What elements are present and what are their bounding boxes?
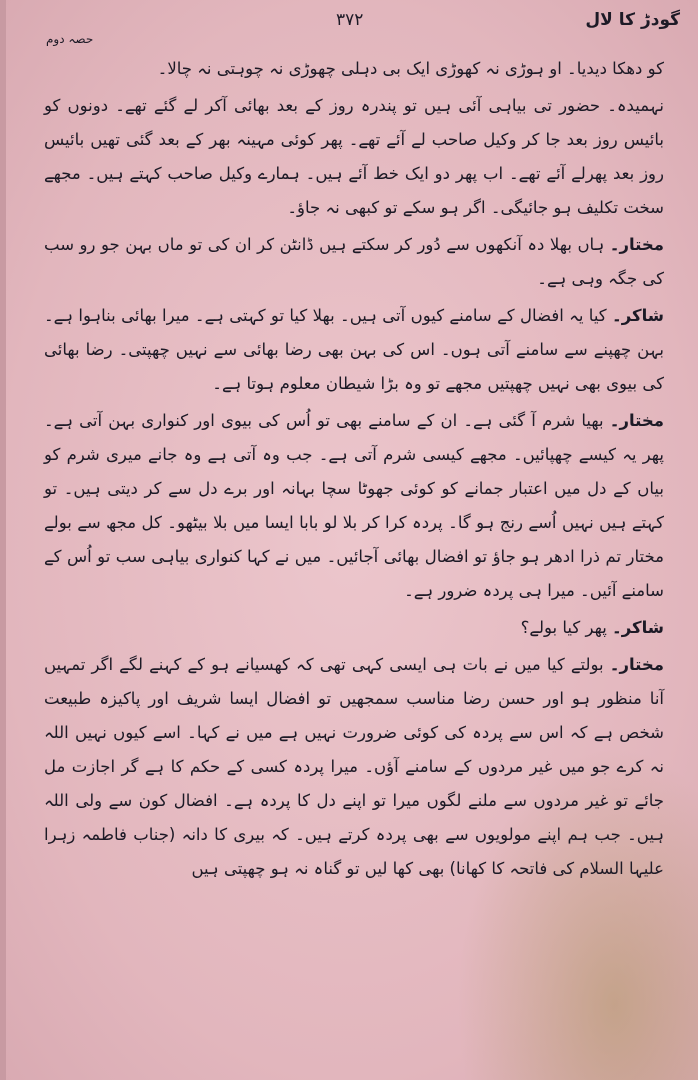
paragraph [44,648,664,886]
page-number: ۳۷۲ [336,10,364,30]
paragraph-text: نہمیدہ۔ حضور تی بیاہی آئی ہیں تو پندرہ روز کے بعد بھائی آکر لے گئے تھے۔ دونوں کو بائیس روز بعد جا کر وکیل صاحب لے آئے تھے۔ پھر کوئی مہینہ بھر کے بعد گئی تھیں بائیس روز بعد پھرلے آئے تھے۔ اب پھر دو ایک خط آئے ہیں۔ ہمارے وکیل صاحب کہتے ہیں۔ مجھے سخت تکلیف ہو جائیگی۔ اگر ہو سکے تو کبھی نہ جاؤ۔ [44,96,664,217]
speaker-name: شاکر۔ [612,306,664,325]
page-edge [0,0,6,1080]
body-text [44,52,664,889]
paragraph-text: کیا یہ افضال کے سامنے کیوں آتی ہیں۔ بھلا کیا تو کہتی ہے۔ میرا بھائی بناہوا ہے۔ بہن چھپنے سے سامنے آتی ہوں۔ اس کی بہن بھی رضا بھائی سے نہیں چھپتی۔ رضا بھائی کی بیوی بھی نہیں چھپتیں مجھے تو وہ بڑا شیطان معلوم ہوتا ہے۔ [44,306,664,393]
paragraph [44,228,664,296]
paragraph-text: کو دھکا دیدیا۔ او ہوڑی نہ کھوڑی ایک بی دہلی چھوڑی نہ چوہتی نہ چالا۔ [157,59,664,78]
part-label: حصہ دوم [46,32,94,46]
speaker-name: شاکر۔ [612,618,664,637]
paragraph-text: بولتے کیا میں نے بات ہی ایسی کہی تھی کہ کھسیانے ہو کے کہنے لگے اگر تمہیں آنا منظور ہو اور حسن رضا مناسب سمجھیں تو افضال ایسا شریف اور پاکیزہ طبیعت شخص ہے کہ اس سے پردہ کی کوئی ضرورت نہیں ہے میں نے کہا۔ اسے کیوں نہیں اللہ نہ کرے جو میں غیر مردوں کے سامنے آؤں۔ میرا پردہ کسی کے حکم کا ہے گر اجازت مل جائے تو غیر مردوں سے ملنے لگوں میرا تو اپنے دل کا پردہ ہے۔ افضال کون سے ولی اللہ ہیں۔ جب ہم اپنے مولویوں سے بھی پردہ کرتے ہیں۔ کہ بیری کا دانہ (جناب فاطمہ زہرا علیہا السلام کی فاتحہ کا کھانا) بھی کھا لیں تو گناہ نہ ہو چھپتی ہیں [44,655,664,878]
speaker-name: مختار۔ [609,411,664,430]
paragraph [44,299,664,401]
speaker-name: مختار۔ [609,655,665,674]
book-title: گودڑ کا لال [585,10,680,30]
paragraph-text: ہاں بھلا دہ آنکھوں سے دُور کر سکتے ہیں ڈانٹن کر ان کی تو ماں بہن جو رو سب کی جگہ وہی ہے۔ [44,235,664,288]
running-head [0,6,698,46]
paragraph [44,404,664,608]
speaker-name: مختار۔ [609,235,665,254]
paragraph-text: بھیا شرم آ گئی ہے۔ ان کے سامنے بھی تو اُس کی بیوی اور کنواری بہن آتی ہے۔ پھر یہ کیسے چھپائیں۔ مجھے کیسی شرم آتی ہے۔ جب وہ آتی ہے وہ جانے میری شرم کو بیاں کے دل میں اعتبار جمانے کو کوئی جھوٹا سچا بہانہ اور برے دل سے کر دیتی ہیں۔ تو کہتے ہیں نہیں اُسے رنج ہو گا۔ پردہ کرا کر بلا لو بابا ایسا میں بلا بیٹھو۔ کل مجھ سے بولے مختار تم ذرا ادھر ہو جاؤ تو افضال بھائی آجائیں۔ میں نے کہا کنواری بیاہی سب تو اُس کے سامنے آئیں۔ میرا ہی پردہ ضرور ہے۔ [44,411,664,600]
paragraph [44,52,664,86]
paragraph [44,611,664,645]
paragraph [44,89,664,225]
paragraph-text: پھر کیا بولے؟ [520,618,607,637]
